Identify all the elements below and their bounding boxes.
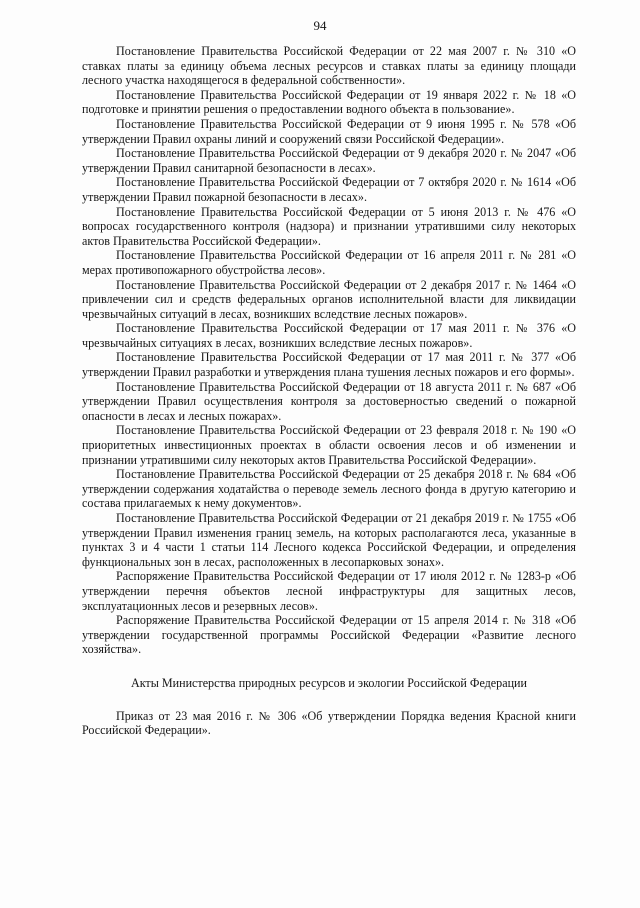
paragraph-3: Постановление Правительства Российской Федерации от 9 июня 1995 г. № 578 «Об утверждении Правил охраны линий и сооружений связи Российской Федерации». [82,116,576,146]
paragraph-16: Распоряжение Правительства Российской Федерации от 15 апреля 2014 г. № 318 «Об утверждении государственной программы Российской Федерации «Развитие лесного хозяйства». [82,613,576,657]
paragraph-15: Распоряжение Правительства Российской Федерации от 17 июля 2012 г. № 1283-р «Об утверждении перечня объектов лесной инфраструктуры для защитных лесов, эксплуатационных лесов и резервных лесов». [82,569,576,613]
paragraph-10: Постановление Правительства Российской Федерации от 17 мая 2011 г. № 377 «Об утверждении Правил разработки и утверждения плана тушения лесных пожаров и его формы». [82,350,576,380]
paragraph-12: Постановление Правительства Российской Федерации от 23 февраля 2018 г. № 190 «О приоритетных инвестиционных проектах в области освоения лесов и об изменении и признании утратившими силу некоторых актов Правительства Российской Федерации». [82,423,576,467]
paragraph-13: Постановление Правительства Российской Федерации от 25 декабря 2018 г. № 684 «Об утверждении содержания ходатайства о переводе земель лесного фонда в другую категорию и состава прилагаемых к нему документов». [82,467,576,511]
paragraph-14: Постановление Правительства Российской Федерации от 21 декабря 2019 г. № 1755 «Об утверждении Правил изменения границ земель, на которых располагаются леса, указанные в пунктах 3 и 4 части 1 статьи 114 Лесного кодекса Российской Федерации, и определения функциональных зон в лесах, расположенных в лесопарковых зонах». [82,511,576,569]
paragraph-7: Постановление Правительства Российской Федерации от 16 апреля 2011 г. № 281 «О мерах противопожарного обустройства лесов». [82,248,576,277]
paragraph-order: Приказ от 23 мая 2016 г. № 306 «Об утверждении Порядка ведения Красной книги Российской Федерации». [82,708,576,738]
section-heading: Акты Министерства природных ресурсов и экологии Российской Федерации [130,675,528,690]
paragraph-5: Постановление Правительства Российской Федерации от 7 октября 2020 г. № 1614 «Об утверждении Правил пожарной безопасности в лесах». [82,175,576,204]
paragraph-2: Постановление Правительства Российской Федерации от 19 января 2022 г. № 18 «О подготовке и принятии решения о предоставлении водного объекта в пользование». [82,87,576,117]
paragraph-11: Постановление Правительства Российской Федерации от 18 августа 2011 г. № 687 «Об утверждении Правил осуществления контроля за достоверностью сведений о пожарной опасности в лесах и лесных пожарах». [82,379,576,423]
paragraph-8: Постановление Правительства Российской Федерации от 2 декабря 2017 г. № 1464 «О привлечении сил и средств федеральных органов исполнительной власти для ликвидации чрезвычайных ситуаций в лесах, возникших вследствие лесных пожаров». [82,277,576,321]
page-number: 94 [313,18,327,33]
paragraph-9: Постановление Правительства Российской Федерации от 17 мая 2011 г. № 376 «О чрезвычайных ситуациях в лесах, возникших вследствие лесных пожаров». [82,321,576,350]
paragraph-4: Постановление Правительства Российской Федерации от 9 декабря 2020 г. № 2047 «Об утверждении Правил санитарной безопасности в лесах». [82,146,576,175]
paragraph-1: Постановление Правительства Российской Федерации от 22 мая 2007 г. № 310 «О ставках платы за единицу объема лесных ресурсов и ставках платы за единицу площади лесного участка находящегося в федеральной собственности». [82,44,576,88]
document-body [82,44,576,738]
paragraph-6: Постановление Правительства Российской Федерации от 5 июня 2013 г. № 476 «О вопросах государственного контроля (надзора) и признании утратившими силу некоторых актов Правительства Российской Федерации». [82,204,576,248]
